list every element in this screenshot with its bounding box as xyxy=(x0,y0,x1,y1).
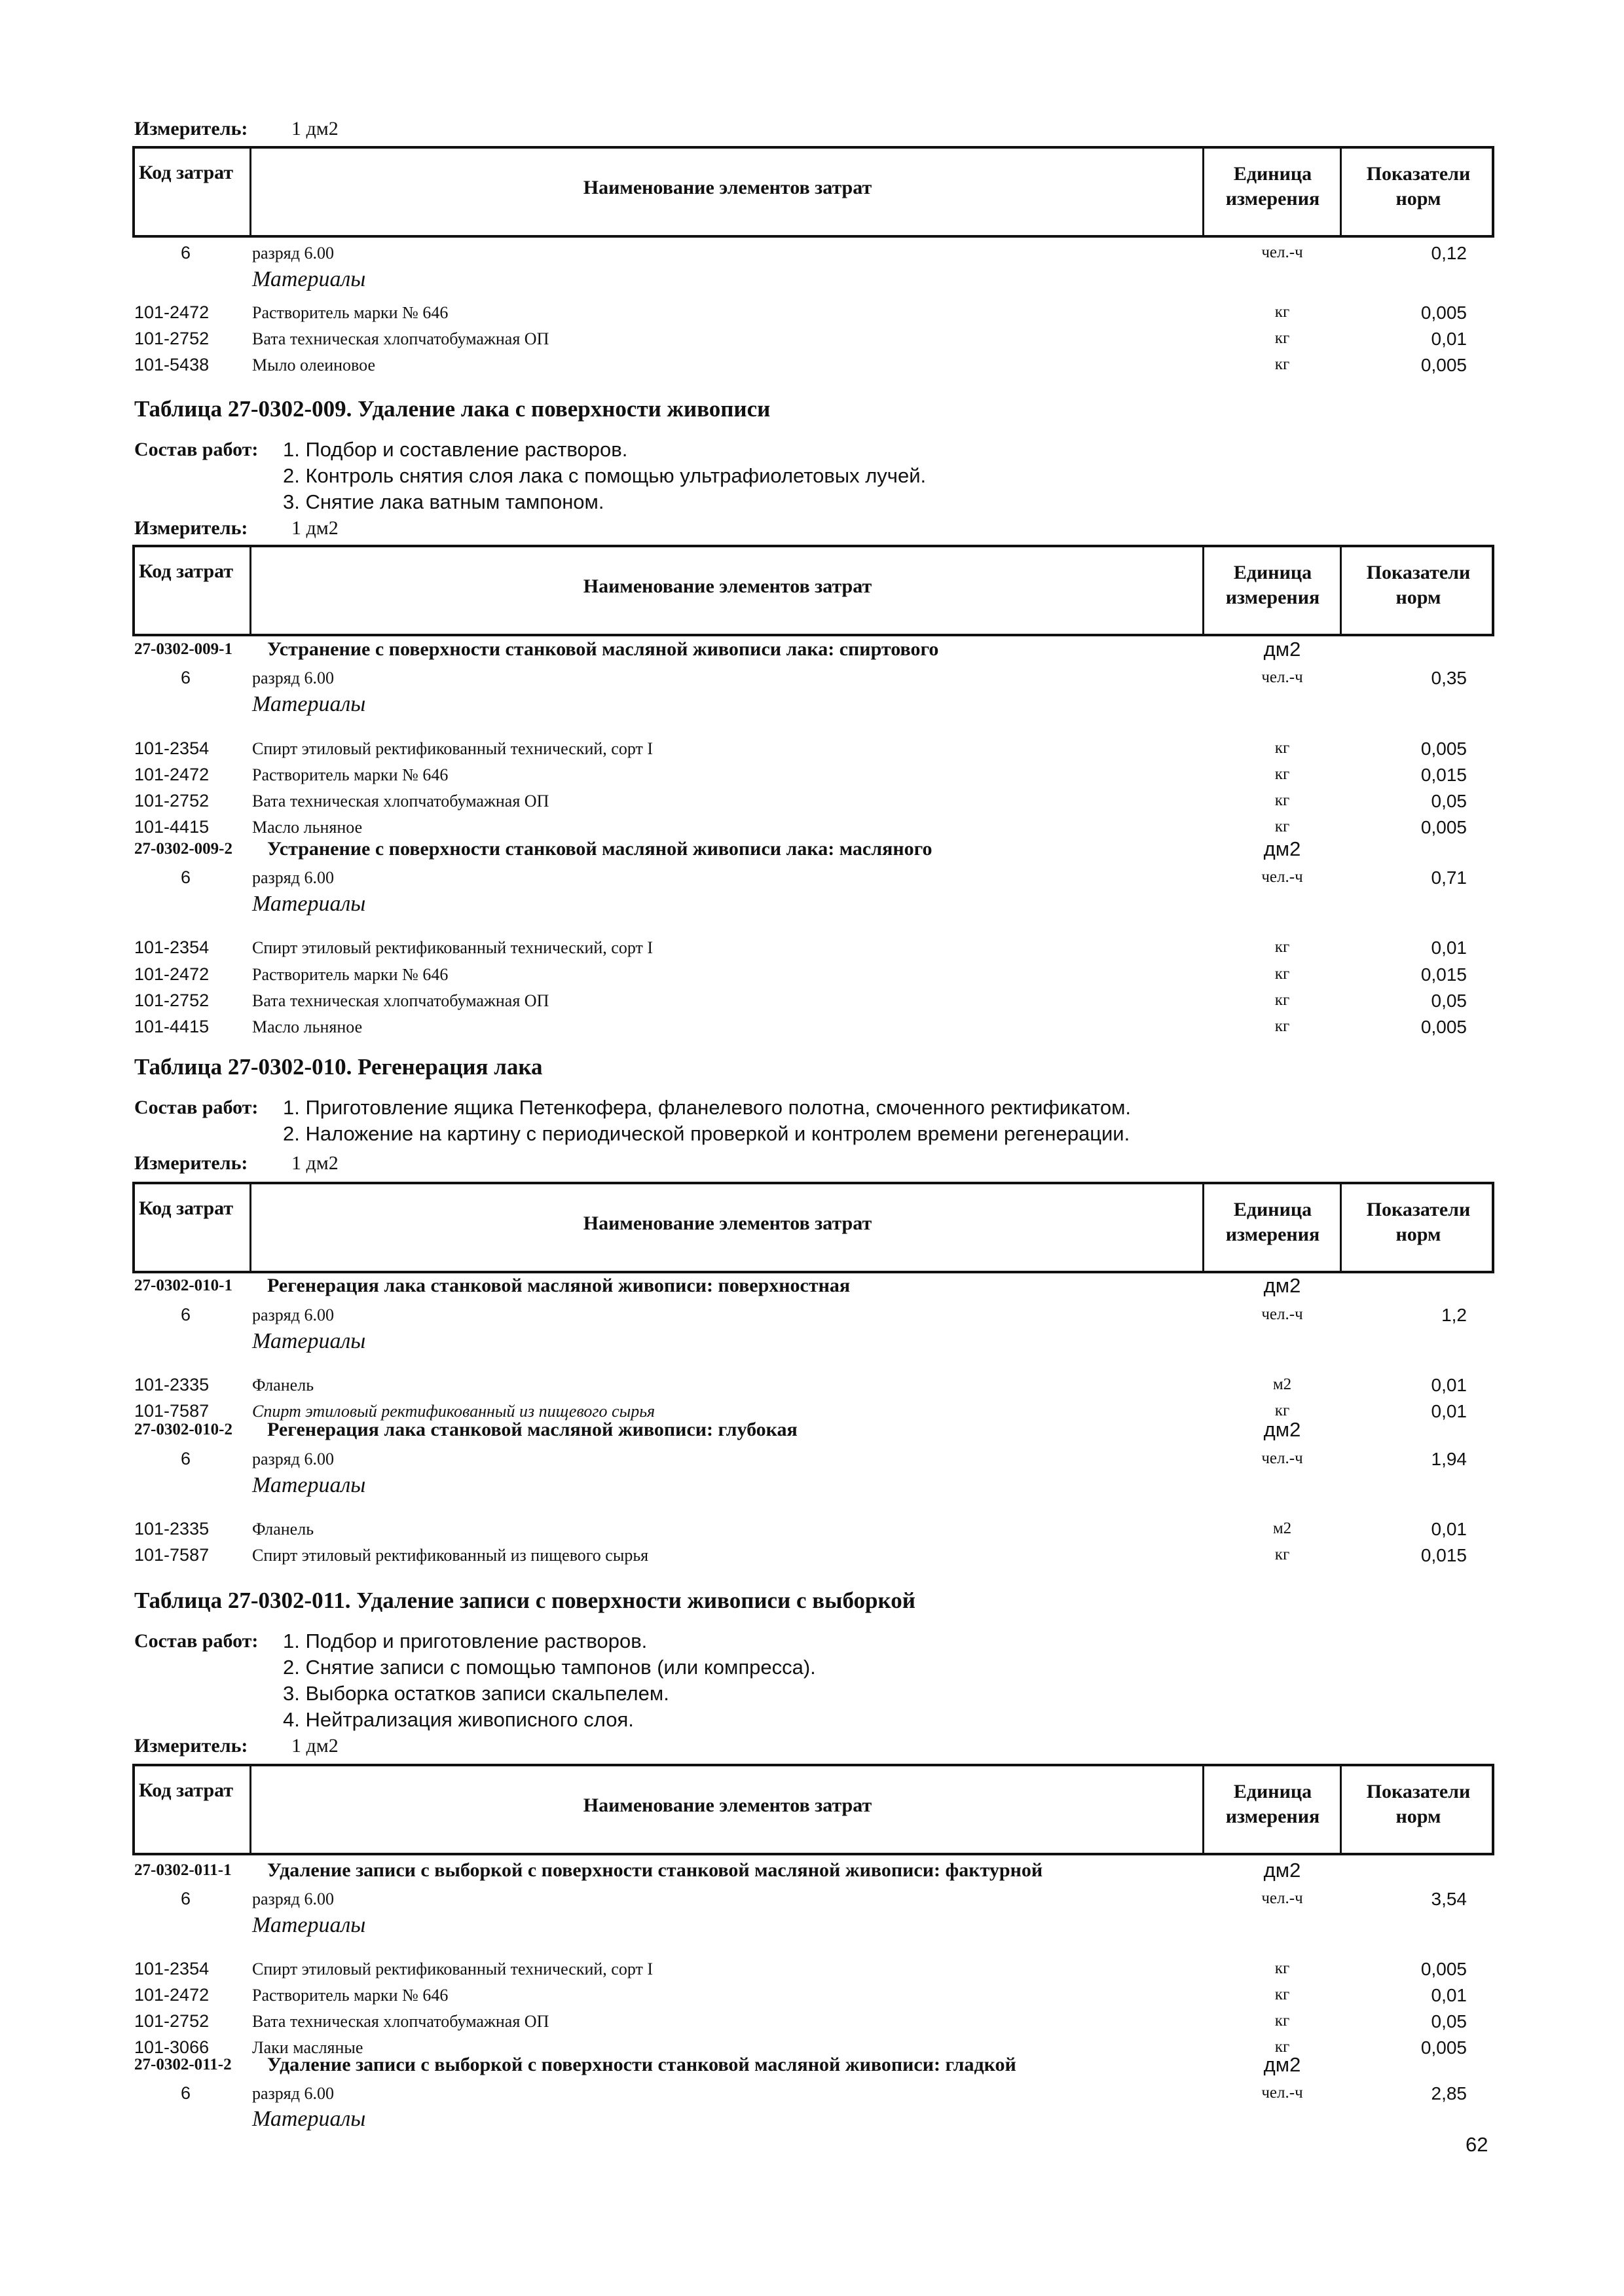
row-value: 0,01 xyxy=(1431,1519,1467,1539)
row-name: Растворитель марки № 646 xyxy=(252,965,449,984)
row-name: Спирт этиловый ректификованный из пищевого сырья xyxy=(252,1546,649,1565)
row-unit: кг xyxy=(1274,1402,1290,1419)
table-header xyxy=(132,1182,1494,1273)
row-unit: кг xyxy=(1274,329,1290,347)
row-unit: чел.-ч xyxy=(1261,668,1303,686)
row-value: 0,05 xyxy=(1431,991,1467,1011)
row-name: разряд 6.00 xyxy=(252,668,334,687)
group-name: Регенерация лака станковой масляной живописи: поверхностная xyxy=(267,1275,851,1296)
row-code: 101-2335 xyxy=(134,1519,210,1539)
row-unit: кг xyxy=(1274,2038,1290,2056)
row-code: 6 xyxy=(181,1305,191,1324)
table-009-title: Таблица 27-0302-009. Удаление лака с поверхности живописи xyxy=(134,396,771,422)
col-code-header: Код затрат xyxy=(139,1779,234,1801)
group-code: 27-0302-011-1 xyxy=(134,1861,232,1879)
row-value: 1,94 xyxy=(1431,1449,1467,1469)
composition-label: Состав работ: xyxy=(134,1630,259,1652)
row-code: 6 xyxy=(181,1449,191,1468)
work-step: 2. Снятие записи с помощью тампонов (или компресса). xyxy=(283,1656,816,1679)
row-value: 0,01 xyxy=(1431,1375,1467,1395)
row-code: 101-7587 xyxy=(134,1401,210,1421)
table-011-title: Таблица 27-0302-011. Удаление записи с поверхности живописи с выборкой xyxy=(134,1588,915,1613)
row-name: Масло льняное xyxy=(252,1017,363,1036)
row-unit: м2 xyxy=(1272,1520,1292,1537)
table-header xyxy=(132,146,1494,238)
row-code: 101-2752 xyxy=(134,991,210,1010)
row-name: Фланель xyxy=(252,1520,314,1539)
row-name: Вата техническая хлопчатобумажная ОП xyxy=(252,792,549,811)
row-name: Мыло олеиновое xyxy=(252,355,376,374)
row-name: разряд 6.00 xyxy=(252,1449,334,1468)
row-unit: кг xyxy=(1274,965,1290,983)
row-unit: кг xyxy=(1274,303,1290,321)
row-value: 0,01 xyxy=(1431,1985,1467,2005)
row-value: 0,005 xyxy=(1420,355,1467,375)
measure-value: 1 дм2 xyxy=(291,1735,339,1757)
measure-label: Измеритель: xyxy=(134,1152,248,1174)
row-unit: чел.-ч xyxy=(1261,2084,1303,2102)
work-step: 2. Наложение на картину с периодической проверкой и контролем времени регенерации. xyxy=(283,1122,1130,1145)
group-unit: дм2 xyxy=(1263,1859,1301,1882)
row-code: 6 xyxy=(181,1889,191,1908)
col-norm-header: Показатели норм xyxy=(1366,1781,1471,1827)
row-code: 101-2752 xyxy=(134,2011,210,2031)
row-unit: м2 xyxy=(1272,1376,1292,1393)
row-name: Спирт этиловый ректификованный технический, сорт I xyxy=(252,739,653,758)
work-step: 3. Снятие лака ватным тампоном. xyxy=(283,490,604,513)
row-value: 2,85 xyxy=(1431,2083,1467,2104)
row-unit: кг xyxy=(1274,792,1290,809)
group-code: 27-0302-010-1 xyxy=(134,1277,232,1294)
row-value: 0,015 xyxy=(1420,765,1467,785)
col-code-header: Код затрат xyxy=(139,560,234,582)
col-norm-header: Показатели норм xyxy=(1366,163,1471,210)
group-unit: дм2 xyxy=(1263,638,1301,661)
materials-label: Материалы xyxy=(252,1329,366,1353)
row-name: Спирт этиловый ректификованный технический, сорт I xyxy=(252,1959,653,1978)
materials-label: Материалы xyxy=(252,267,366,291)
row-name: Растворитель марки № 646 xyxy=(252,303,449,322)
col-norm-header: Показатели норм xyxy=(1366,562,1471,608)
row-code: 101-2335 xyxy=(134,1375,210,1394)
row-name: Спирт этиловый ректификованный технический, сорт I xyxy=(252,938,653,957)
group-code: 27-0302-009-2 xyxy=(134,840,232,858)
row-unit: чел.-ч xyxy=(1261,1889,1303,1907)
group-unit: дм2 xyxy=(1263,2053,1301,2076)
row-code: 101-2752 xyxy=(134,329,210,348)
row-code: 101-4415 xyxy=(134,1017,210,1036)
group-unit: дм2 xyxy=(1263,1418,1301,1441)
row-code: 101-2472 xyxy=(134,964,210,984)
row-unit: кг xyxy=(1274,765,1290,783)
row-name: разряд 6.00 xyxy=(252,2084,334,2103)
row-code: 6 xyxy=(181,668,191,687)
row-name: Фланель xyxy=(252,1376,314,1394)
measure-value: 1 дм2 xyxy=(291,517,339,539)
row-code: 101-2752 xyxy=(134,791,210,811)
row-code: 101-2354 xyxy=(134,738,210,758)
group-unit: дм2 xyxy=(1263,837,1301,860)
col-unit-header: Единица измерения xyxy=(1225,1781,1320,1827)
row-code: 101-4415 xyxy=(134,817,210,837)
group-code: 27-0302-010-2 xyxy=(134,1421,232,1438)
row-unit: кг xyxy=(1274,355,1290,373)
row-unit: кг xyxy=(1274,938,1290,956)
col-name-header: Наименование элементов затрат xyxy=(583,1212,872,1234)
row-name: Спирт этиловый ректификованный из пищевого сырья xyxy=(252,1402,655,1421)
materials-label: Материалы xyxy=(252,2107,366,2131)
row-code: 101-2354 xyxy=(134,1959,210,1978)
work-step: 4. Нейтрализация живописного слоя. xyxy=(283,1708,634,1731)
materials-label: Материалы xyxy=(252,892,366,916)
row-value: 0,01 xyxy=(1431,329,1467,349)
group-name: Устранение с поверхности станковой масляной живописи лака: спиртового xyxy=(267,638,939,660)
row-value: 0,01 xyxy=(1431,1401,1467,1421)
group-unit: дм2 xyxy=(1263,1274,1301,1297)
col-code-header: Код затрат xyxy=(139,1197,234,1219)
row-value: 0,015 xyxy=(1420,964,1467,985)
materials-label: Материалы xyxy=(252,692,366,716)
group-code: 27-0302-011-2 xyxy=(134,2056,232,2073)
row-unit: кг xyxy=(1274,2012,1290,2030)
row-unit: кг xyxy=(1274,818,1290,835)
col-unit-header: Единица измерения xyxy=(1225,1199,1320,1245)
measure-value: 1 дм2 xyxy=(291,1152,339,1174)
row-value: 0,01 xyxy=(1431,938,1467,958)
group-name: Устранение с поверхности станковой масляной живописи лака: масляного xyxy=(267,838,932,860)
col-norm-header: Показатели норм xyxy=(1366,1199,1471,1245)
row-code: 101-5438 xyxy=(134,355,210,374)
measure-label: Измеритель: xyxy=(134,1735,248,1757)
row-value: 0,71 xyxy=(1431,867,1467,888)
row-unit: кг xyxy=(1274,991,1290,1009)
work-step: 1. Подбор и составление растворов. xyxy=(283,438,628,461)
composition-label: Состав работ: xyxy=(134,1097,259,1118)
row-value: 0,015 xyxy=(1420,1545,1467,1565)
col-code-header: Код затрат xyxy=(139,162,234,183)
measure-label: Измеритель: xyxy=(134,118,248,139)
row-name: Вата техническая хлопчатобумажная ОП xyxy=(252,329,549,348)
row-value: 0,05 xyxy=(1431,791,1467,811)
measure-label: Измеритель: xyxy=(134,517,248,539)
measure-value: 1 дм2 xyxy=(291,118,339,139)
row-name: Растворитель марки № 646 xyxy=(252,1986,449,2005)
row-code: 6 xyxy=(181,243,191,263)
row-unit: кг xyxy=(1274,1546,1290,1563)
row-unit: чел.-ч xyxy=(1261,1305,1303,1323)
col-name-header: Наименование элементов затрат xyxy=(583,1795,872,1816)
row-value: 0,005 xyxy=(1420,1959,1467,1979)
row-name: Масло льняное xyxy=(252,818,363,837)
row-value: 0,05 xyxy=(1431,2011,1467,2032)
row-name: разряд 6.00 xyxy=(252,244,334,263)
row-name: Растворитель марки № 646 xyxy=(252,765,449,784)
row-unit: чел.-ч xyxy=(1261,1449,1303,1467)
row-value: 0,005 xyxy=(1420,738,1467,759)
group-name: Регенерация лака станковой масляной живописи: глубокая xyxy=(267,1419,798,1440)
row-unit: кг xyxy=(1274,1959,1290,1977)
row-name: Вата техническая хлопчатобумажная ОП xyxy=(252,991,549,1010)
row-code: 6 xyxy=(181,867,191,887)
row-unit: чел.-ч xyxy=(1261,868,1303,886)
row-value: 0,005 xyxy=(1420,1017,1467,1037)
row-unit: кг xyxy=(1274,739,1290,757)
row-code: 6 xyxy=(181,2083,191,2103)
row-value: 0,005 xyxy=(1420,2037,1467,2058)
row-code: 101-2472 xyxy=(134,765,210,784)
col-name-header: Наименование элементов затрат xyxy=(583,177,872,198)
row-value: 0,35 xyxy=(1431,668,1467,688)
table-header xyxy=(132,1764,1494,1855)
materials-label: Материалы xyxy=(252,1913,366,1937)
row-name: разряд 6.00 xyxy=(252,1305,334,1324)
group-code: 27-0302-009-1 xyxy=(134,640,232,658)
row-value: 0,005 xyxy=(1420,817,1467,837)
row-value: 0,12 xyxy=(1431,243,1467,263)
group-name: Удаление записи с выборкой с поверхности станковой масляной живописи: фактурной xyxy=(267,1859,1043,1881)
row-name: разряд 6.00 xyxy=(252,868,334,887)
row-code: 101-2472 xyxy=(134,1985,210,2005)
work-step: 1. Подбор и приготовление растворов. xyxy=(283,1630,648,1652)
row-code: 101-2472 xyxy=(134,302,210,322)
col-unit-header: Единица измерения xyxy=(1225,562,1320,608)
row-name: Вата техническая хлопчатобумажная ОП xyxy=(252,2012,549,2031)
row-unit: кг xyxy=(1274,1986,1290,2003)
work-step: 1. Приготовление ящика Петенкофера, фланелевого полотна, смоченного ректификатом. xyxy=(283,1096,1132,1119)
group-name: Удаление записи с выборкой с поверхности станковой масляной живописи: гладкой xyxy=(267,2054,1016,2075)
work-step: 3. Выборка остатков записи скальпелем. xyxy=(283,1682,669,1705)
row-code: 101-2354 xyxy=(134,938,210,957)
row-code: 101-3066 xyxy=(134,2037,210,2057)
composition-label: Состав работ: xyxy=(134,439,259,460)
row-unit: кг xyxy=(1274,1017,1290,1035)
row-code: 101-7587 xyxy=(134,1545,210,1565)
col-name-header: Наименование элементов затрат xyxy=(583,575,872,597)
page-number: 62 xyxy=(1466,2133,1488,2156)
row-name: Лаки масляные xyxy=(252,2038,363,2057)
row-unit: чел.-ч xyxy=(1261,244,1303,261)
col-unit-header: Единица измерения xyxy=(1225,163,1320,210)
row-value: 3,54 xyxy=(1431,1889,1467,1909)
row-value: 0,005 xyxy=(1420,302,1467,323)
table-010-title: Таблица 27-0302-010. Регенерация лака xyxy=(134,1054,543,1080)
row-name: разряд 6.00 xyxy=(252,1889,334,1908)
row-value: 1,2 xyxy=(1441,1305,1467,1325)
work-step: 2. Контроль снятия слоя лака с помощью ультрафиолетовых лучей. xyxy=(283,464,927,487)
table-header xyxy=(132,545,1494,636)
materials-label: Материалы xyxy=(252,1473,366,1497)
